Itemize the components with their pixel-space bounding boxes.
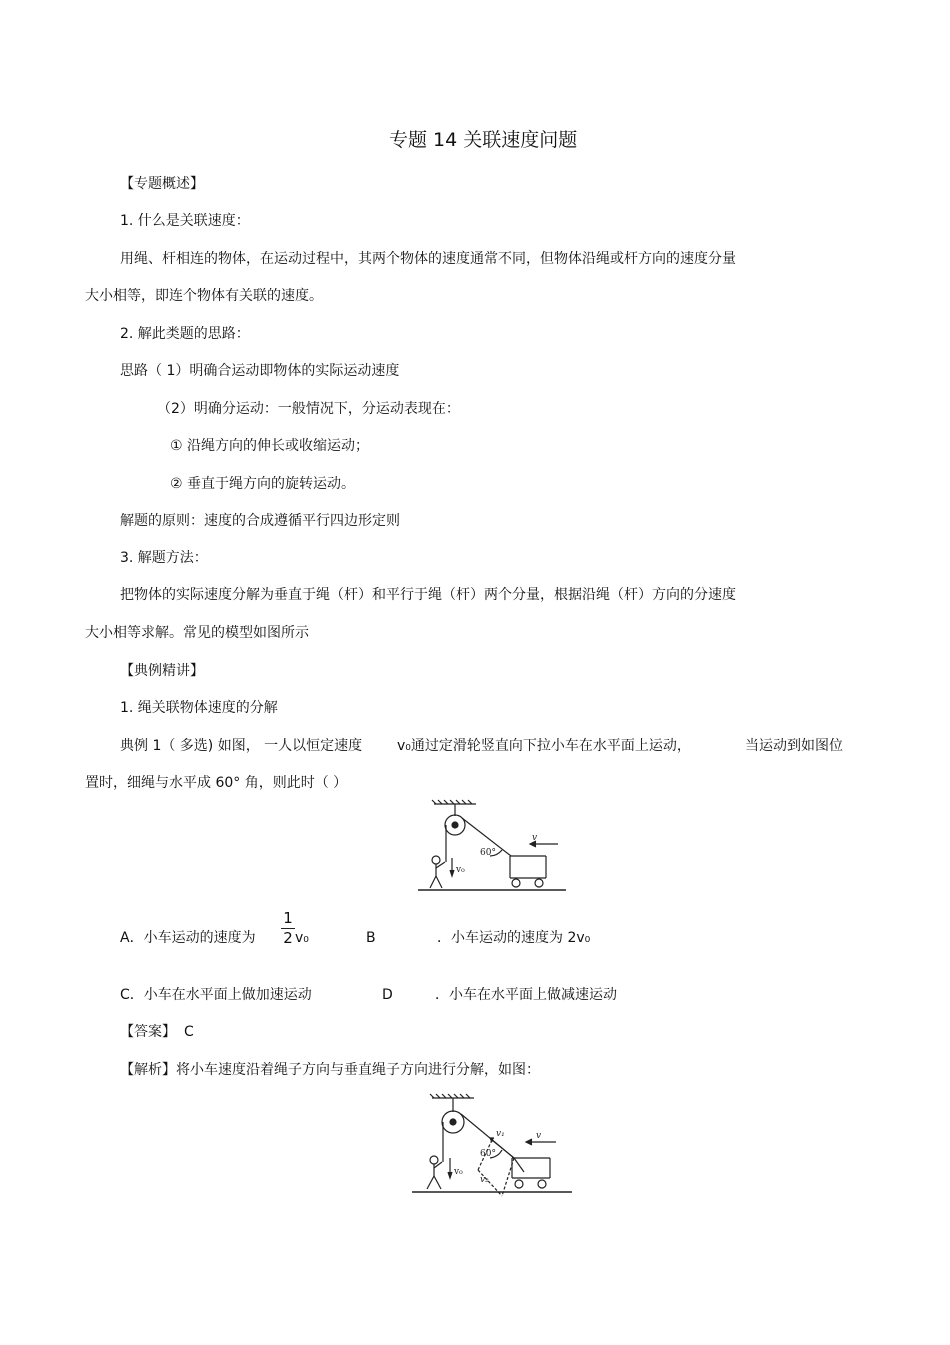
fig2-label-angle: 60°: [480, 1149, 496, 1159]
option-a-fraction: [281, 911, 295, 946]
idea-2b: ② 垂直于绳方向的旋转运动。: [170, 476, 356, 492]
section-heading-examples: 【典例精讲】: [120, 663, 204, 679]
analysis-text: 【解析】将小车速度沿着绳子方向与垂直绳子方向进行分解，如图：: [120, 1062, 540, 1078]
answer-label: 【答案】: [120, 1024, 176, 1040]
example-1-line-1a: 典例 1（ 多选) 如图， 一人以恒定速度: [120, 738, 363, 754]
fig2-label-v0: v₀: [454, 1167, 463, 1177]
option-a-label: A．小车运动的速度为: [120, 930, 256, 946]
velocity-decomposition-figure: [406, 1092, 578, 1200]
idea-2a: ① 沿绳方向的伸长或收缩运动；: [170, 438, 370, 454]
option-a-tail: v₀: [295, 930, 309, 946]
question-3: 3. 解题方法：: [120, 550, 208, 566]
option-b-letter: B: [366, 930, 376, 946]
fraction-denominator: 2: [283, 929, 293, 947]
option-c: C．小车在水平面上做加速运动: [120, 987, 312, 1003]
question-2: 2. 解此类题的思路：: [120, 326, 250, 342]
paragraph-3-line-2: 大小相等求解。常见的模型如图所示: [85, 625, 309, 641]
answer-value: C: [184, 1024, 194, 1040]
example-1-line-2: 置时，细绳与水平成 60° 角，则此时（ ）: [85, 775, 348, 791]
section-heading-overview: 【专题概述】: [120, 176, 204, 192]
fig2-label-v1: v₁: [496, 1129, 505, 1139]
question-1: 1. 什么是关联速度：: [120, 213, 250, 229]
fig2-label-v: v: [536, 1131, 542, 1141]
fig-label-v0: v₀: [456, 865, 465, 875]
paragraph-1-line-2: 大小相等，即连个物体有关联的速度。: [85, 288, 323, 304]
pulley-cart-figure: [412, 798, 572, 896]
idea-1: 思路（ 1）明确合运动即物体的实际运动速度: [120, 363, 400, 379]
option-d-letter: D: [382, 987, 393, 1003]
paragraph-1-line-1: 用绳、杆相连的物体，在运动过程中，其两个物体的速度通常不同，但物体沿绳或杆方向的速度分量: [120, 251, 736, 267]
option-b-text: ．小车运动的速度为 2v₀: [437, 930, 591, 946]
fig-label-v: v: [532, 833, 538, 843]
example-1-line-1c: 当运动到如图位: [745, 738, 843, 754]
example-1-line-1b: v₀通过定滑轮竖直向下拉小车在水平面上运动，: [397, 738, 691, 754]
fig-label-angle: 60°: [480, 848, 496, 858]
fig2-label-v2: v₂: [480, 1175, 489, 1185]
paragraph-3-line-1: 把物体的实际速度分解为垂直于绳（杆）和平行于绳（杆）两个分量，根据沿绳（杆）方向的分速度: [120, 587, 736, 603]
subsection-1: 1. 绳关联物体速度的分解: [120, 700, 278, 716]
fraction-numerator: 1: [283, 909, 293, 927]
page-title: 专题 14 关联速度问题: [389, 129, 578, 151]
principle: 解题的原则：速度的合成遵循平行四边形定则: [120, 513, 400, 529]
idea-2: （2）明确分运动：一般情况下，分运动表现在：: [157, 401, 460, 417]
option-d-text: ．小车在水平面上做减速运动: [435, 987, 617, 1003]
